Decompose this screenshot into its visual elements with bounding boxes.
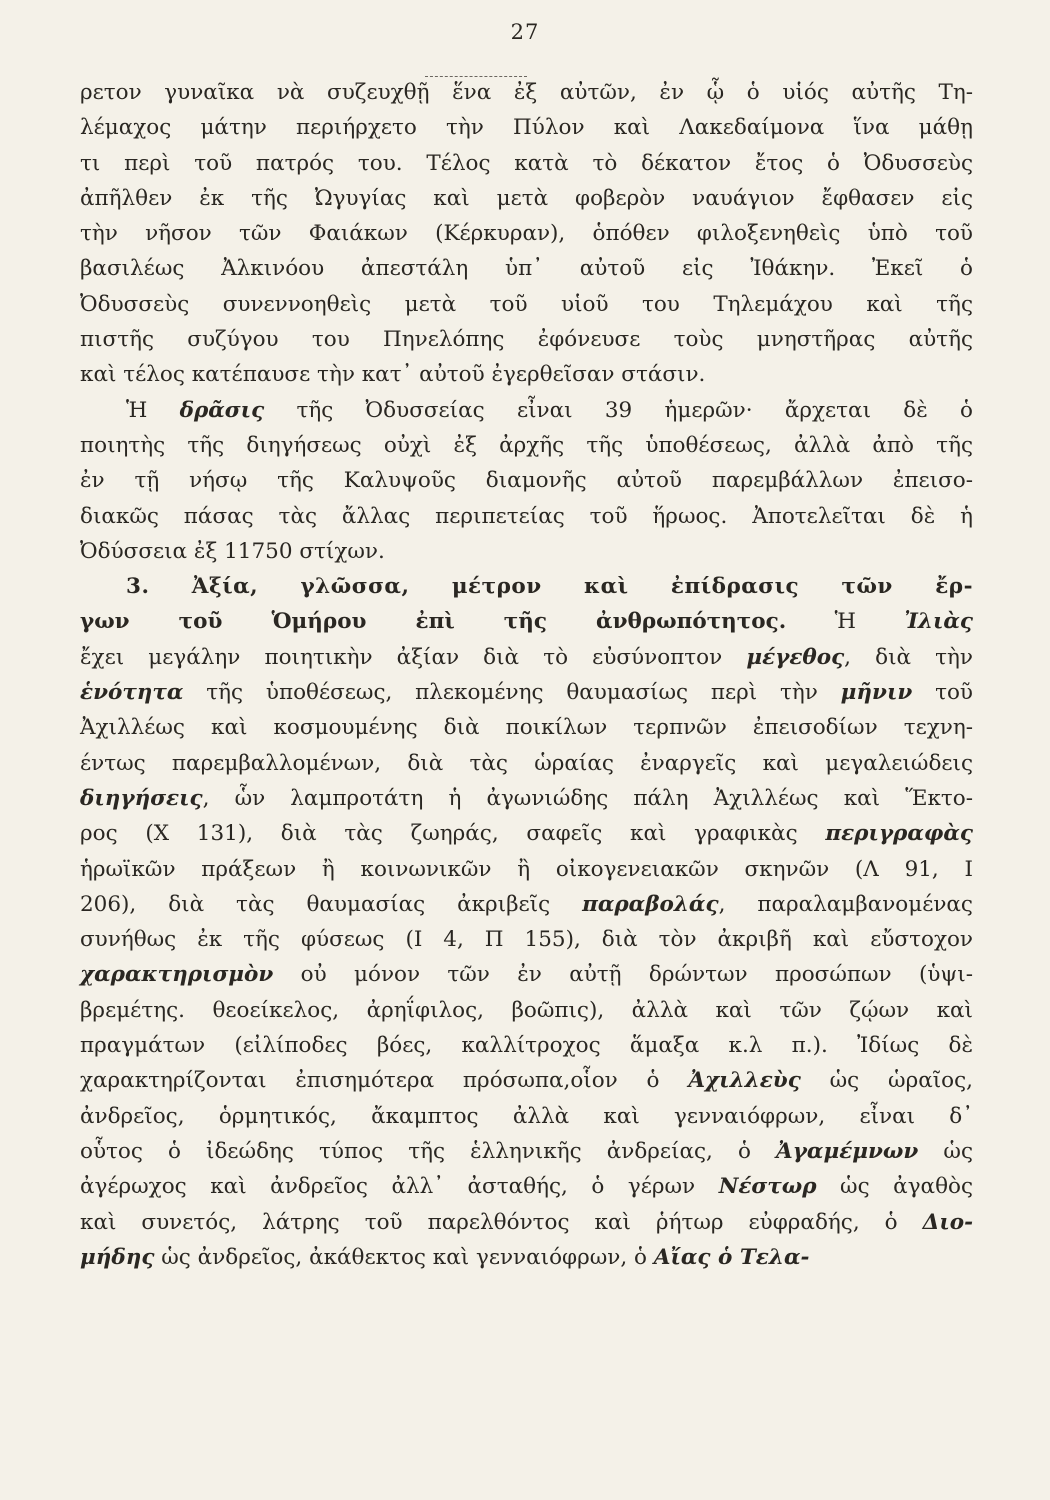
text-line: λέμαχος μάτην περιήρχετο τὴν Πύλον καὶ Λακεδαίμονα ἵνα μάθῃ — [80, 115, 973, 141]
text-line — [80, 393, 973, 428]
text-line — [80, 1063, 973, 1098]
text-run: ὡς — [918, 1138, 973, 1164]
text-line: ἀπῆλθεν ἐκ τῆς Ὠγυγίας καὶ μετὰ φοβερὸν ναυάγιον ἔφθασεν εἰς — [80, 185, 973, 211]
term-nestor: Νέστωρ — [718, 1174, 817, 1200]
text-run: τῆς Ὀδυσσείας εἶναι 39 ἡμερῶν· ἄρχεται δὲ ὁ — [264, 397, 973, 423]
text-line — [80, 604, 973, 639]
term-aias: Αἴας ὁ Τελα- — [653, 1244, 810, 1270]
text-line — [80, 675, 973, 710]
text-line — [80, 957, 973, 992]
text-line: ἡρωϊκῶν πράξεων ἢ κοινωνικῶν ἢ οἰκογενειακῶν σκηνῶν (Λ 91, Ι — [80, 856, 973, 882]
text-run: , παραλαμβανομένας — [718, 891, 973, 917]
text-line: έντως παρεμβαλλομένων, διὰ τὰς ὡραίας ἐναργεῖς καὶ μεγαλειώδεις — [80, 750, 973, 776]
text-run: ὡς ἀνδρεῖος, ἀκάθεκτος καὶ γενναιόφρων, ὁ — [154, 1244, 654, 1270]
text-run: καὶ συνετός, λάτρης τοῦ παρελθόντος καὶ ῥήτωρ εὐφραδής, ὁ — [80, 1209, 923, 1235]
text-line — [80, 816, 973, 851]
term-charaktirismon: χαρακτηρισμὸν — [80, 962, 274, 988]
term-enotita: ἑνότητα — [80, 680, 184, 706]
text-line: ρετον γυναῖκα νὰ συζευχθῇ ἕνα ἐξ αὐτῶν, ἐν ᾧ ὁ υἱός αὐτῆς Τη- — [80, 80, 973, 105]
text-line: Ὀδύσσεια ἐξ 11750 στίχων. — [80, 538, 385, 564]
term-achilleus: Ἀχιλλεὺς — [688, 1068, 801, 1094]
text-line: πιστῆς συζύγου του Πηνελόπης ἐφόνευσε τοὺς μνηστῆρας αὐτῆς — [80, 327, 973, 353]
text-run: χαρακτηρίζονται ἐπισημότερα πρόσωπα,οἷον ὁ — [80, 1068, 689, 1094]
text-run: , διὰ τὴν — [844, 644, 974, 670]
text-run: οὐ μόνον τῶν ἐν αὐτῇ δρώντων προσώπων (ὑψι- — [273, 962, 973, 988]
text-run: Ἡ — [126, 397, 180, 423]
text-line — [80, 781, 973, 816]
text-line: Ὀδυσσεὺς συνεννοηθεὶς μετὰ τοῦ υἱοῦ του Τηλεμάχου καὶ τῆς — [80, 291, 973, 317]
term-ilias: Ἰλιὰς — [904, 609, 973, 635]
term-drasis: δρᾶσις — [179, 397, 265, 423]
text-run: ρος (Χ 131), διὰ τὰς ζωηράς, σαφεῖς καὶ γραφικὰς — [80, 821, 826, 847]
term-diomidis-end: μήδης — [80, 1244, 155, 1270]
term-megethos: μέγεθος — [746, 644, 845, 670]
term-diomidis-start: Διο- — [922, 1209, 973, 1235]
section-heading: 3. Ἀξία, γλῶσσα, μέτρον καὶ ἐπίδρασις τῶν ἔρ- — [126, 574, 973, 600]
text-line: συνήθως ἐκ τῆς φύσεως (Ι 4, Π 155), διὰ τὸν ἀκριβῆ καὶ εὔστοχον — [80, 927, 973, 953]
term-parabolas: παραβολάς — [582, 891, 719, 917]
text-line — [80, 1169, 973, 1204]
text-line: ποιητὴς τῆς διηγήσεως οὐχὶ ἐξ ἀρχῆς τῆς ὑποθέσεως, ἀλλὰ ἀπὸ τῆς — [80, 432, 973, 458]
text-line — [80, 1240, 973, 1275]
term-minin: μῆνιν — [840, 680, 913, 706]
text-line: ἐν τῇ νήσῳ τῆς Καλυψοῦς διαμονῆς αὐτοῦ παρεμβάλλων ἐπεισο- — [80, 468, 973, 494]
text-line: καὶ τέλος κατέπαυσε τὴν κατ᾿ αὐτοῦ ἐγερθεῖσαν στάσιν. — [80, 362, 706, 388]
text-run: τοῦ — [912, 680, 974, 706]
text-line: Ἀχιλλέως καὶ κοσμουμένης διὰ ποικίλων τερπνῶν ἐπεισοδίων τεχνη- — [80, 715, 973, 741]
page-number: 27 — [510, 20, 540, 44]
body-text — [80, 75, 973, 1275]
text-run: 206), διὰ τὰς θαυμασίας ἀκριβεῖς — [80, 891, 583, 917]
section-heading-cont: γων τοῦ Ὁμήρου ἐπὶ τῆς ἀνθρωπότητος. — [80, 609, 787, 635]
text-line — [80, 887, 973, 922]
text-run: , ὧν λαμπροτάτη ἡ ἀγωνιώδης πάλη Ἀχιλλέως καὶ Ἕκτο- — [202, 785, 973, 811]
text-line: βρεμέτης. θεοείκελος, ἀρηΐφιλος, βοῶπις), ἀλλὰ καὶ τῶν ζῴων καὶ — [80, 997, 973, 1023]
text-run: Ἡ — [786, 609, 905, 635]
text-run: ἔχει μεγάλην ποιητικὴν ἀξίαν διὰ τὸ εὐσύνοπτον — [80, 644, 747, 670]
text-run: ὡς ἀγαθὸς — [816, 1174, 973, 1200]
term-perigrafas: περιγραφὰς — [825, 821, 973, 847]
text-run: ἀγέρωχος καὶ ἀνδρεῖος ἀλλ᾿ ἀσταθής, ὁ γέρων — [80, 1174, 719, 1200]
text-line: τὴν νῆσον τῶν Φαιάκων (Κέρκυραν), ὁπόθεν φιλοξενηθεὶς ὑπὸ τοῦ — [80, 221, 973, 247]
term-agamemnon: Ἀγαμέμνων — [776, 1138, 919, 1164]
text-line — [80, 1205, 973, 1240]
text-line: βασιλέως Ἀλκινόου ἀπεστάλη ὑπ᾿ αὐτοῦ εἰς Ἰθάκην. Ἐκεῖ ὁ — [80, 256, 973, 282]
term-diigiseis: διηγήσεις — [80, 785, 203, 811]
text-line: τι περὶ τοῦ πατρός του. Τέλος κατὰ τὸ δέκατον ἔτος ὁ Ὀδυσσεὺς — [80, 150, 973, 176]
text-line: ἀνδρεῖος, ὁρμητικός, ἄκαμπτος ἀλλὰ καὶ γενναιόφρων, εἶναι δ᾿ — [80, 1103, 973, 1129]
text-line: πραγμάτων (εἰλίποδες βόες, καλλίτροχος ἅμαξα κ.λ π.). Ἰδίως δὲ — [80, 1033, 973, 1059]
text-run: τῆς ὑποθέσεως, πλεκομένης θαυμασίως περὶ τὴν — [183, 680, 841, 706]
text-line — [80, 1134, 973, 1169]
text-run: ὡς ὡραῖος, — [800, 1068, 973, 1094]
text-line — [80, 640, 973, 675]
text-line: διακῶς πάσας τὰς ἄλλας περιπετείας τοῦ ἥρωος. Ἀποτελεῖται δὲ ἡ — [80, 503, 973, 529]
text-run: οὗτος ὁ ἰδεώδης τύπος τῆς ἑλληνικῆς ἀνδρείας, ὁ — [80, 1138, 777, 1164]
